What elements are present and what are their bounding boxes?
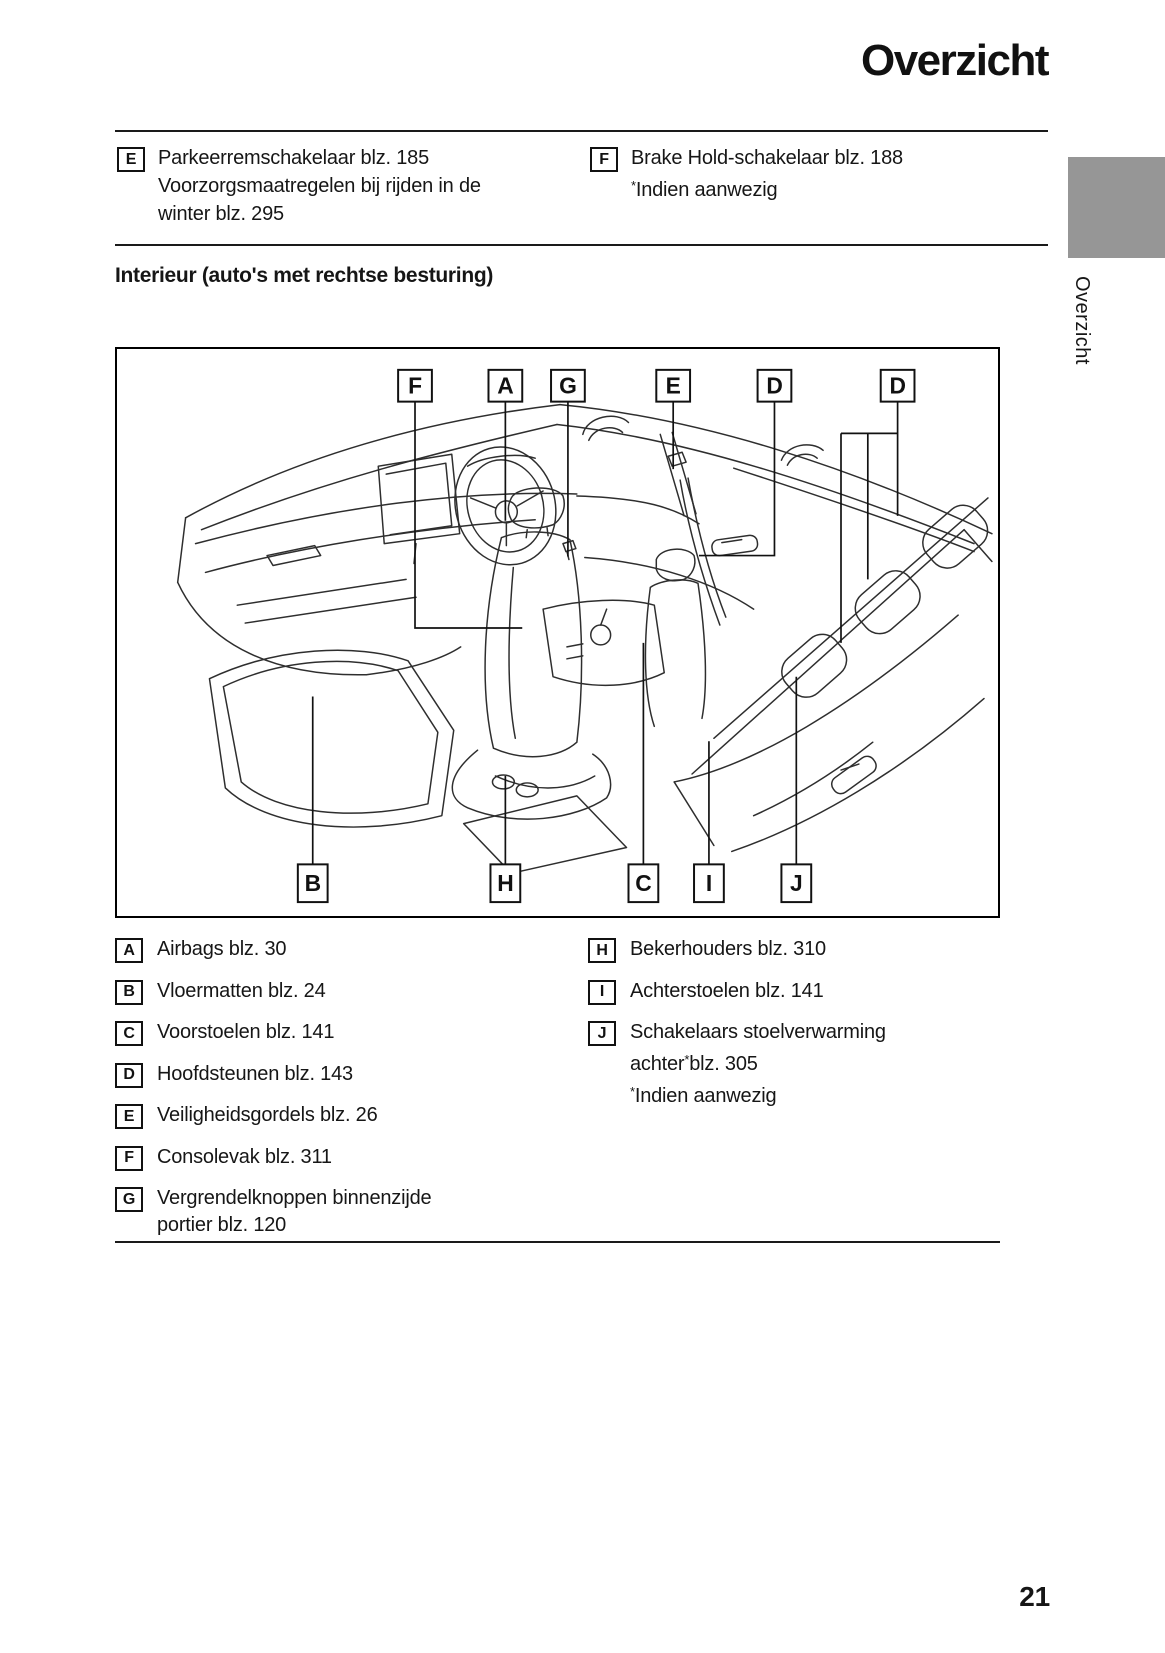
legend-letter: E <box>123 1107 135 1125</box>
centre-console <box>492 600 664 797</box>
legend-item-e <box>115 1104 570 1146</box>
legend-letter: B <box>123 983 135 1000</box>
legend-letter: I <box>599 983 605 1000</box>
header-rule-bottom <box>115 244 1048 246</box>
legend-letter: A <box>123 941 135 959</box>
label-letter: J <box>790 870 803 897</box>
letter-box <box>115 980 143 1005</box>
label-letter: C <box>635 870 652 897</box>
b-pillar <box>660 432 696 515</box>
ref-item-f <box>590 147 1030 204</box>
legend-letter: J <box>597 1024 607 1042</box>
letter-box <box>115 1063 143 1088</box>
car-line-art <box>178 405 995 874</box>
label-letter: A <box>497 372 514 399</box>
legend-item-d <box>115 1063 570 1105</box>
asterisk: * <box>684 1052 690 1067</box>
ref-item-e-text <box>158 144 481 228</box>
legend-text: Vergrendelknoppen binnenzijde <box>157 1187 432 1209</box>
section-heading: Interieur (auto's met rechtse besturing) <box>115 264 494 287</box>
legend-text: Veiligheidsgordels blz. 26 <box>157 1104 378 1126</box>
label-letter: H <box>497 870 514 897</box>
legend-item-f <box>115 1146 570 1188</box>
letter-box <box>588 980 616 1005</box>
interior-diagram <box>115 347 1000 918</box>
diagram-bottom-labels <box>298 864 811 902</box>
asterisk: * <box>630 1084 635 1099</box>
legend-letter: F <box>124 1149 134 1166</box>
front-seat <box>452 488 610 819</box>
driver-seat <box>645 549 705 726</box>
letter-box-f <box>590 147 618 172</box>
letter-box-e <box>117 147 145 172</box>
label-letter: F <box>408 372 422 399</box>
diagram-top-labels <box>398 370 914 402</box>
floor-mats <box>209 650 626 873</box>
legend-text: portier blz. 120 <box>157 1214 287 1236</box>
legend-text: Airbags blz. 30 <box>157 938 287 960</box>
cupholder <box>516 783 538 797</box>
label-letter: D <box>889 372 906 399</box>
legend-text-part: achter <box>630 1053 685 1075</box>
letter-e: E <box>125 150 137 168</box>
footnote-text: Indien aanwezig <box>635 179 778 201</box>
letter-box <box>115 1021 143 1046</box>
legend-item-b <box>115 980 570 1022</box>
legend-text: Hoofdsteunen blz. 143 <box>157 1062 353 1085</box>
seat-belt <box>680 478 726 625</box>
legend-item-a <box>115 938 570 980</box>
footnote <box>631 172 903 204</box>
ref-item-f-text <box>631 144 903 204</box>
page-number: 21 <box>1019 1581 1050 1612</box>
legend-letter: D <box>123 1066 135 1083</box>
letter-box <box>115 1104 143 1129</box>
rear-door-handle <box>829 753 880 797</box>
ref-item-e <box>117 147 577 228</box>
legend-letter: C <box>123 1024 135 1042</box>
legend-text <box>630 1046 886 1078</box>
legend-left-column <box>115 938 570 1239</box>
legend-text: Vloermatten blz. 24 <box>157 979 326 1002</box>
letter-box <box>115 1146 143 1171</box>
rear-headrest <box>848 563 927 640</box>
letter-box <box>588 1021 616 1046</box>
legend-item-g <box>115 1187 570 1239</box>
header-rule-top <box>115 130 1048 132</box>
footer-rule <box>115 1241 1000 1243</box>
letter-box <box>115 938 143 963</box>
label-letter: E <box>665 372 681 399</box>
label-letter: D <box>766 372 783 399</box>
letter-f: F <box>599 150 609 168</box>
legend-text: Schakelaars stoelverwarming <box>630 1021 886 1043</box>
legend-text: Achterstoelen blz. 141 <box>630 979 824 1002</box>
rear-bench <box>674 468 995 851</box>
legend-item-h <box>588 938 1018 980</box>
door-handle <box>711 534 758 556</box>
label-letter: G <box>559 372 577 399</box>
legend-right-column <box>588 938 1018 1110</box>
legend-item-c <box>115 1021 570 1063</box>
legend-text: Consolevak blz. 311 <box>157 1145 332 1168</box>
ref-line: winter blz. 295 <box>158 203 284 225</box>
label-letter: I <box>705 870 713 897</box>
footnote-text: Indien aanwezig <box>634 1085 777 1107</box>
diagram-svg <box>117 349 998 916</box>
chapter-tab <box>1068 157 1165 258</box>
letter-box <box>588 938 616 963</box>
legend-letter: G <box>122 1190 136 1208</box>
legend-item-j <box>588 1021 1018 1110</box>
ref-line: Parkeerremschakelaar blz. 185 <box>158 147 429 169</box>
legend-text-part: blz. 305 <box>689 1053 758 1075</box>
legend-letter: H <box>596 941 608 959</box>
footnote <box>630 1078 886 1110</box>
letter-box <box>115 1187 143 1212</box>
ref-line: Brake Hold-schakelaar blz. 188 <box>631 147 903 169</box>
legend-text: Bekerhouders blz. 310 <box>630 938 826 960</box>
chapter-tab-label: Overzicht <box>1071 276 1093 365</box>
ref-line: Voorzorgsmaatregelen bij rijden in de <box>158 175 481 197</box>
label-letter: B <box>304 870 321 897</box>
asterisk: * <box>631 178 636 193</box>
page-title: Overzicht <box>860 36 1048 85</box>
legend-item-i <box>588 980 1018 1022</box>
legend-text: Voorstoelen blz. 141 <box>157 1021 335 1043</box>
